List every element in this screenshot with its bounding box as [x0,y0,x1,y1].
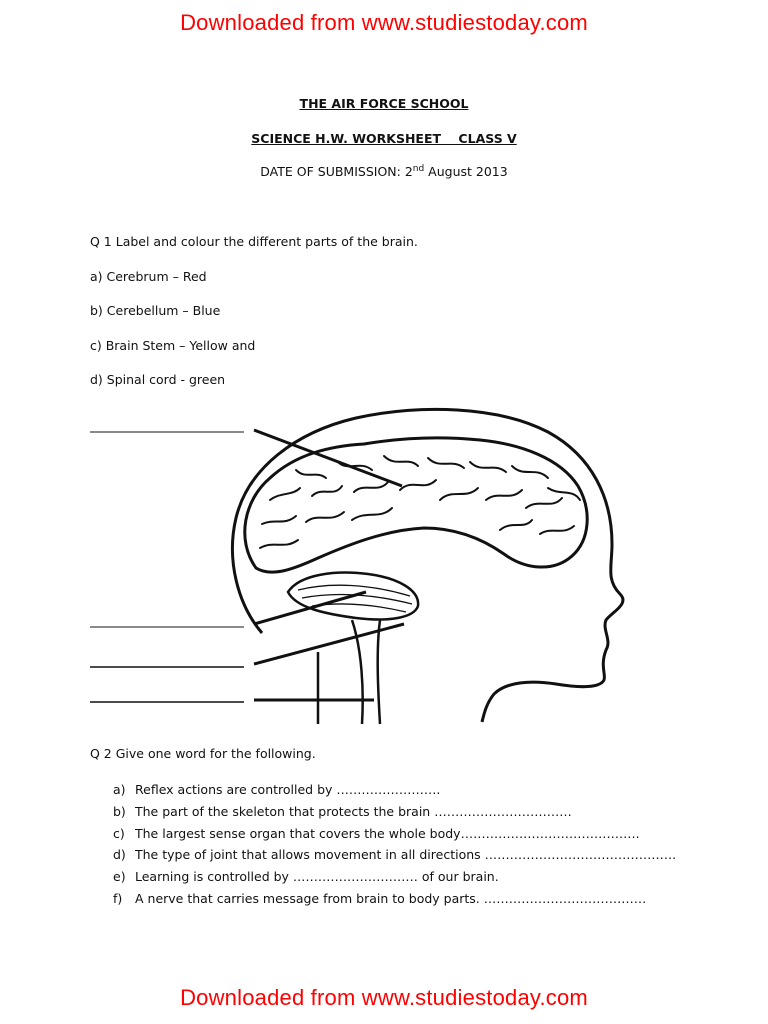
q2-item [113,823,676,845]
q2-item [113,888,676,910]
q2-item-letter: f) [113,890,123,906]
spinal-cord-outline [378,620,380,724]
date-suffix: August 2013 [424,164,508,180]
q1-item-cerebrum: a) Cerebrum – Red [90,269,207,284]
date-superscript: nd [412,164,425,174]
q2-question: Q 2 Give one word for the following. [90,746,316,761]
cerebrum-outline [245,438,587,572]
q2-item [113,779,676,801]
q2-items-list [113,779,676,910]
bottom-download-banner: Downloaded from www.studiestoday.com [180,985,588,1010]
q2-item-letter: a) [113,782,126,797]
q2-item-letter: e) [113,869,126,885]
q2-item-text: The largest sense organ that covers the whole body……………………………………. [135,825,640,841]
q2-item-letter: b) [113,803,126,819]
brain-diagram [0,400,768,730]
q2-item-text: Reflex actions are controlled by ……………………. [135,782,441,797]
q1-item-cerebellum: b) Cerebellum – Blue [90,303,221,318]
q2-item-letter: c) [113,825,125,841]
q1-item-brain-stem: c) Brain Stem – Yellow and [90,338,256,353]
top-download-banner: Downloaded from www.studiestoday.com [180,10,588,35]
q2-item-text: A nerve that carries message from brain to body parts. ………………………………… [135,890,647,906]
worksheet-title: SCIENCE H.W. WORKSHEET CLASS V [251,131,517,146]
q2-item [113,801,676,823]
q2-item [113,866,676,888]
q1-item-spinal-cord: d) Spinal cord - green [90,372,226,387]
school-name: THE AIR FORCE SCHOOL [299,96,469,111]
q2-item-text: Learning is controlled by ………………………… of our brain. [135,869,499,885]
submission-date [0,164,768,179]
q1-question: Q 1 Label and colour the different parts of the brain. [90,234,418,249]
q2-item-letter: d) [113,847,126,863]
date-prefix: DATE OF SUBMISSION: 2 [260,164,413,180]
q2-item-text: The type of joint that allows movement in all directions ………………………………………. [135,847,677,863]
q2-item-text: The part of the skeleton that protects the brain …………………………… [135,803,572,819]
q2-item [113,844,676,866]
pointer-line-brain-stem [254,624,404,664]
